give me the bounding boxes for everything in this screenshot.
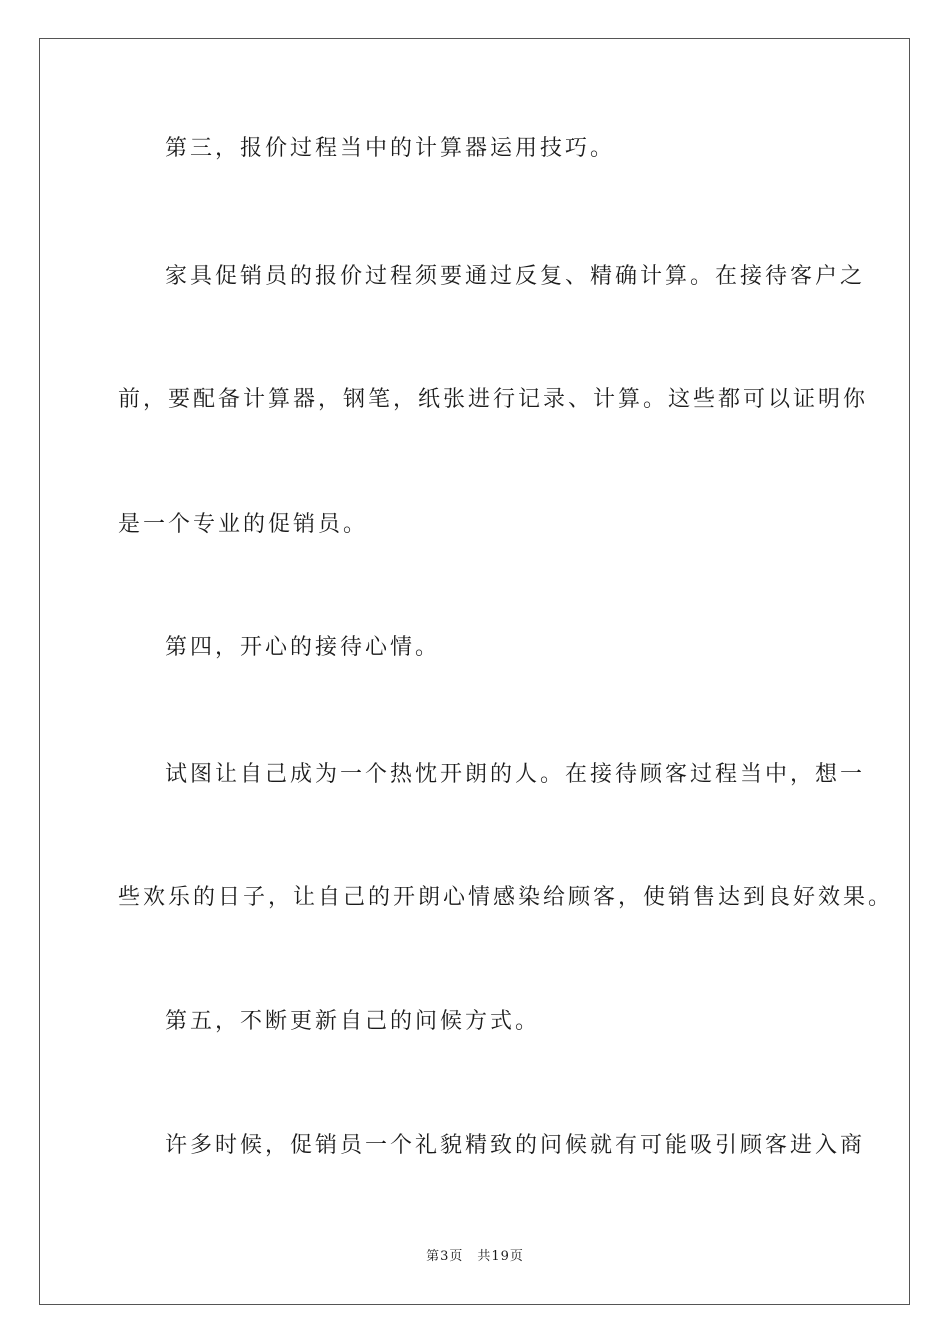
paragraph-line: 家具促销员的报价过程须要通过反复、精确计算。在接待客户之 xyxy=(165,264,866,289)
paragraph-line: 前，要配备计算器，钢笔，纸张进行记录、计算。这些都可以证明你 xyxy=(118,387,869,412)
paragraph-line: 许多时候，促销员一个礼貌精致的问候就有可能吸引顾客进入商 xyxy=(165,1133,866,1158)
heading-fifth: 第五，不断更新自己的问候方式。 xyxy=(165,1009,541,1034)
page-total: 共19页 xyxy=(477,1249,524,1264)
page-border xyxy=(39,38,910,1305)
page-footer xyxy=(0,1247,950,1267)
heading-third: 第三，报价过程当中的计算器运用技巧。 xyxy=(165,136,616,161)
paragraph-line: 些欢乐的日子，让自己的开朗心情感染给顾客，使销售达到良好效果。 xyxy=(118,885,894,910)
paragraph-line: 是一个专业的促销员。 xyxy=(118,512,369,537)
paragraph-line: 试图让自己成为一个热忱开朗的人。在接待顾客过程当中，想一 xyxy=(165,762,866,787)
page-number: 第3页 xyxy=(426,1249,464,1264)
heading-fourth: 第四，开心的接待心情。 xyxy=(165,635,441,660)
